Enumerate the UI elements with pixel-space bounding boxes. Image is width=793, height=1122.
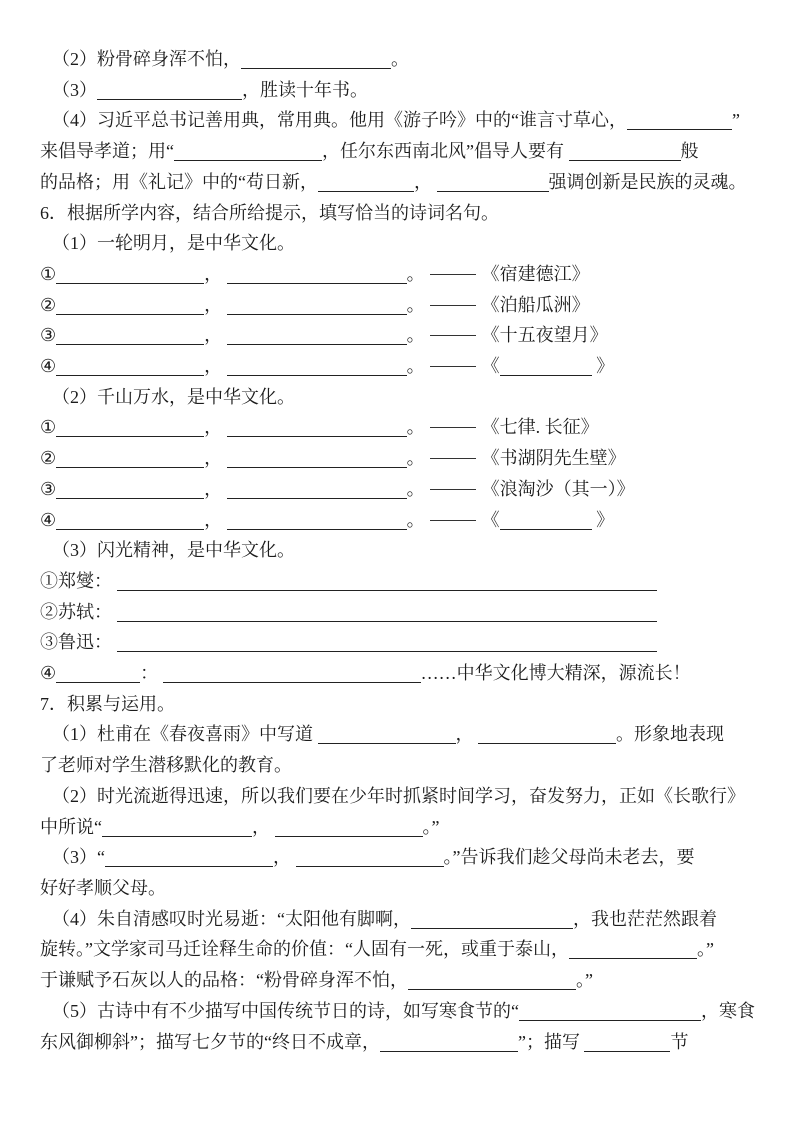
text-run: 来倡导孝道；用“ — [40, 141, 174, 162]
text-run: 中所说“ — [40, 816, 102, 837]
q7-item3-line2 — [40, 873, 759, 904]
text-run: 。 — [406, 478, 425, 499]
fill-in-blank — [97, 81, 242, 100]
text-run: 。” — [422, 816, 440, 837]
text-run: （1）一轮明月，是中华文化。 — [52, 233, 295, 254]
q6-part3-item1 — [40, 566, 759, 597]
text-run: 。 — [406, 294, 425, 315]
q7-item4-line1 — [40, 904, 759, 935]
text-run: 。”告诉我们趁父母尚未老去，要 — [443, 847, 695, 868]
fill-in-blank — [227, 449, 407, 468]
q5-item-4-line3 — [40, 167, 759, 198]
fill-in-blank — [56, 326, 204, 345]
text-run: 。 — [406, 509, 425, 530]
q7-item1-line2 — [40, 750, 759, 781]
text-run: ”；描写 — [517, 1031, 585, 1052]
text-run: （1）杜甫在《春夜喜雨》中写道 — [52, 724, 318, 745]
text-run: 节 — [670, 1031, 689, 1052]
text-run: ，任尔东西南北风”倡导人要有 — [322, 141, 569, 162]
text-run: ， — [414, 171, 437, 192]
q7-item5-line2 — [40, 1027, 759, 1058]
fill-in-blank — [117, 572, 657, 591]
text-run: 。” — [696, 939, 714, 960]
q7-item1-line1 — [40, 719, 759, 750]
q7-item4-line3 — [40, 965, 759, 996]
q7-item2-line1 — [40, 781, 759, 812]
text-run: 《书湖阴先生壁》 — [481, 448, 626, 469]
text-run: （2）千山万水，是中华文化。 — [52, 386, 295, 407]
fill-in-blank — [500, 511, 592, 530]
text-run: ，胜读十年书。 — [242, 79, 368, 100]
text-run: 7．积累与运用。 — [40, 693, 175, 714]
text-run: 《十五夜望月》 — [481, 325, 608, 346]
text-run: 。 — [406, 263, 425, 284]
em-dash — [430, 458, 476, 459]
fill-in-blank — [117, 633, 657, 652]
fill-in-blank — [227, 480, 407, 499]
text-run: 。 — [406, 417, 425, 438]
q5-item-2 — [40, 44, 759, 75]
text-run: 《浪淘沙（其一）》 — [481, 478, 635, 499]
q6-part3-heading — [40, 535, 759, 566]
text-run: 。 — [406, 356, 425, 377]
text-run: ” — [732, 110, 740, 131]
q6-part1-item1 — [40, 259, 759, 290]
q7-item2-line2 — [40, 812, 759, 843]
fill-in-blank — [380, 1033, 518, 1052]
q6-part1-item3 — [40, 320, 759, 351]
text-run: 》 — [591, 356, 615, 377]
fill-in-blank — [569, 142, 681, 161]
text-run: ②苏轼： — [40, 601, 117, 622]
em-dash — [430, 366, 476, 367]
text-run: 《宿建德江》 — [481, 263, 590, 284]
text-run: ，寒食 — [701, 1000, 755, 1021]
text-run: ① — [40, 417, 57, 438]
text-run: 《 — [481, 509, 500, 530]
q6-part3-item3 — [40, 627, 759, 658]
text-run: 般 — [680, 141, 699, 162]
fill-in-blank — [227, 265, 407, 284]
text-run: 。形象地表现 — [616, 724, 724, 745]
text-run: ①郑燮： — [40, 570, 117, 591]
text-run: ， — [273, 847, 296, 868]
fill-in-blank — [569, 940, 697, 959]
fill-in-blank — [227, 418, 407, 437]
fill-in-blank — [56, 418, 204, 437]
text-run: 。 — [406, 325, 425, 346]
text-run: ， — [204, 294, 227, 315]
text-run: 6．根据所学内容，结合所给提示，填写恰当的诗词名句。 — [40, 202, 499, 223]
q6-part2-item3 — [40, 474, 759, 505]
q5-item-4-line2 — [40, 136, 759, 167]
fill-in-blank — [241, 50, 391, 69]
em-dash — [430, 427, 476, 428]
q6-part3-item2 — [40, 597, 759, 628]
text-run: ② — [40, 448, 57, 469]
fill-in-blank — [478, 725, 616, 744]
fill-in-blank — [163, 664, 421, 683]
document-content — [40, 44, 759, 1057]
text-run: 了老师对学生潜移默化的教育。 — [40, 755, 292, 776]
q7-item3-line1 — [40, 842, 759, 873]
fill-in-blank — [227, 296, 407, 315]
q6-part2-item4 — [40, 505, 759, 536]
fill-in-blank — [296, 848, 444, 867]
em-dash — [430, 335, 476, 336]
fill-in-blank — [227, 511, 407, 530]
fill-in-blank — [56, 449, 204, 468]
q7-item5-line1 — [40, 996, 759, 1027]
text-run: ， — [204, 356, 227, 377]
q6-part2-item2 — [40, 443, 759, 474]
em-dash — [430, 305, 476, 306]
fill-in-blank — [56, 664, 140, 683]
fill-in-blank — [227, 326, 407, 345]
text-run: 旋转。”文学家司马迁诠释生命的价值：“人固有一死，或重于泰山， — [40, 939, 569, 960]
em-dash — [430, 274, 476, 275]
text-run: ： — [140, 663, 163, 684]
em-dash — [430, 489, 476, 490]
text-run: ， — [204, 448, 227, 469]
text-run: （2）时光流逝得迅速，所以我们要在少年时抓紧时间学习，奋发努力，正如《长歌行》 — [52, 785, 745, 806]
q7-item4-line2 — [40, 934, 759, 965]
fill-in-blank — [227, 357, 407, 376]
fill-in-blank — [408, 971, 576, 990]
text-run: （4）朱自清感叹时光易逝：“太阳他有脚啊， — [52, 908, 411, 929]
fill-in-blank — [56, 511, 204, 530]
q6-heading — [40, 198, 759, 229]
fill-in-blank — [500, 357, 592, 376]
text-run: ， — [455, 724, 478, 745]
q7-heading — [40, 689, 759, 720]
text-run: 的品格；用《礼记》中的“苟日新， — [40, 171, 318, 192]
text-run: ④ — [40, 509, 57, 530]
fill-in-blank — [56, 265, 204, 284]
text-run: ， — [204, 417, 227, 438]
text-run: 《 — [481, 356, 500, 377]
q6-part1-item4 — [40, 351, 759, 382]
fill-in-blank — [105, 848, 273, 867]
text-run: 。 — [391, 49, 409, 69]
q6-part2-heading — [40, 382, 759, 413]
fill-in-blank — [102, 818, 252, 837]
text-run: （5）古诗中有不少描写中国传统节日的诗，如写寒食节的“ — [52, 1000, 519, 1021]
text-run: （3）闪光精神，是中华文化。 — [52, 540, 295, 561]
text-run: ③ — [40, 478, 57, 499]
text-run: ， — [252, 816, 275, 837]
fill-in-blank — [437, 173, 549, 192]
fill-in-blank — [411, 910, 573, 929]
text-run: 。 — [406, 448, 425, 469]
fill-in-blank — [318, 725, 456, 744]
fill-in-blank — [174, 142, 322, 161]
q6-part1-heading — [40, 228, 759, 259]
text-run: ② — [40, 294, 57, 315]
text-run: 》 — [591, 509, 615, 530]
text-run: 强调创新是民族的灵魂。 — [548, 171, 747, 192]
text-run: ，我也茫茫然跟着 — [573, 908, 717, 929]
q5-item-3 — [40, 75, 759, 106]
fill-in-blank — [117, 603, 657, 622]
text-run: （2）粉骨碎身浑不怕， — [52, 49, 241, 69]
text-run: ， — [204, 509, 227, 530]
text-run: （3） — [52, 79, 97, 100]
text-run: ， — [204, 325, 227, 346]
text-run: 于谦赋予石灰以人的品格：“粉骨碎身浑不怕， — [40, 970, 408, 991]
text-run: ， — [204, 478, 227, 499]
text-run: ④ — [40, 663, 57, 684]
text-run: ……中华文化博大精深，源流长！ — [420, 663, 691, 684]
text-run: ， — [204, 263, 227, 284]
fill-in-blank — [56, 480, 204, 499]
text-run: 好好孝顺父母。 — [40, 877, 166, 898]
fill-in-blank — [56, 357, 204, 376]
q6-part2-item1 — [40, 412, 759, 443]
q6-part3-item4 — [40, 658, 759, 689]
text-run: 。” — [576, 970, 593, 991]
text-run: （3）“ — [52, 847, 105, 868]
q5-item-4-line1 — [40, 105, 759, 136]
fill-in-blank — [627, 111, 732, 130]
fill-in-blank — [519, 1002, 701, 1021]
fill-in-blank — [275, 818, 423, 837]
em-dash — [430, 520, 476, 521]
fill-in-blank — [56, 296, 204, 315]
text-run: ① — [40, 263, 57, 284]
fill-in-blank — [318, 173, 414, 192]
text-run: ③ — [40, 325, 57, 346]
text-run: ④ — [40, 356, 57, 377]
q6-part1-item2 — [40, 290, 759, 321]
text-run: 《泊船瓜洲》 — [481, 294, 590, 315]
text-run: 《七律. 长征》 — [481, 417, 599, 438]
text-run: （4）习近平总书记善用典，常用典。他用《游子吟》中的“谁言寸草心， — [52, 110, 627, 131]
text-run: ③鲁迅： — [40, 632, 117, 653]
text-run: 东风御柳斜”；描写七夕节的“终日不成章， — [40, 1031, 380, 1052]
fill-in-blank — [584, 1033, 670, 1052]
